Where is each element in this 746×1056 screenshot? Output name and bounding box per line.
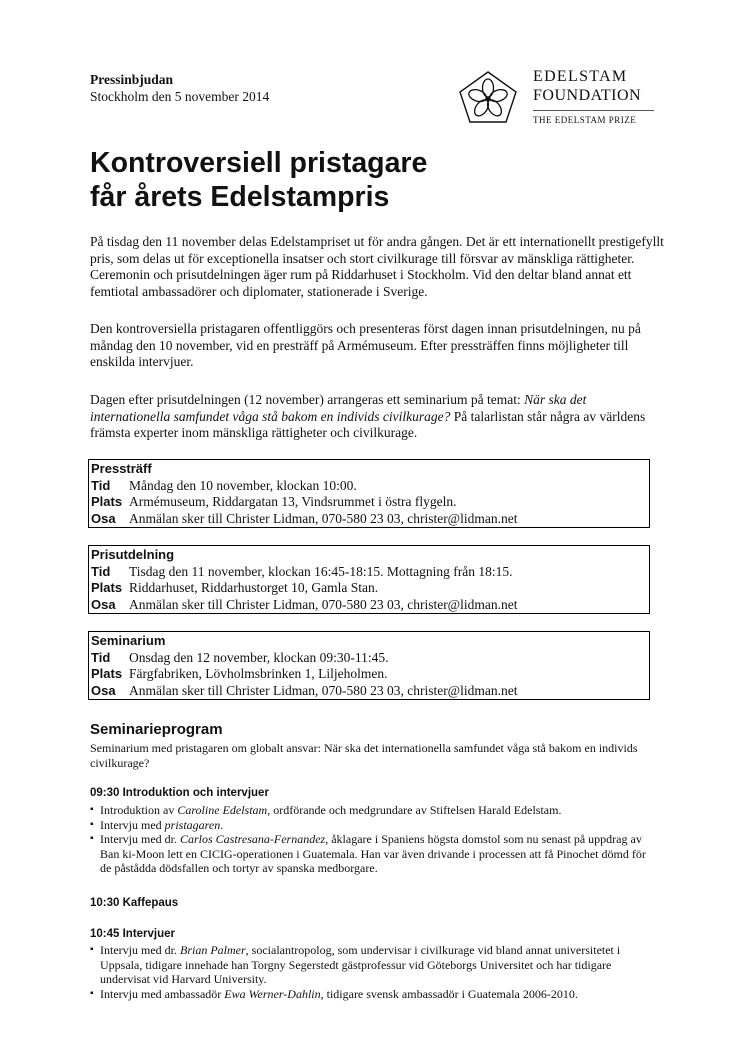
- list-item: [90, 803, 660, 818]
- event-title: Seminarium: [91, 633, 166, 648]
- event-place-label: Plats: [91, 494, 123, 509]
- speaker-name: Carlos Castresana-Fernandez: [179, 832, 326, 846]
- event-box-prisutdelning: [88, 545, 650, 614]
- paragraph-seminar: [90, 392, 665, 442]
- event-rsvp: Anmälan sker till Christer Lidman, 070-580 23 03, christer@lidman.net: [129, 510, 518, 526]
- paragraph-seminar-text-b: På talarlistan står några av världens främsta experter inom mänskliga rättigheter och civilkurage.: [90, 408, 646, 440]
- event-time: Onsdag den 12 november, klockan 09:30-11:45.: [129, 649, 389, 665]
- paragraph-seminar-theme: När ska det internationella samfundet våga stå bakom en individs civilkurage?: [90, 392, 587, 424]
- org-divider: [533, 110, 654, 111]
- list-item: [90, 987, 660, 1002]
- event-place: Färgfabriken, Lövholmsbrinken 1, Liljeholmen.: [129, 666, 388, 681]
- org-name-line1: EDELSTAM: [533, 68, 628, 85]
- event-rsvp-label: Osa: [91, 682, 116, 698]
- event-title: Pressträff: [91, 461, 152, 476]
- event-place-label: Plats: [91, 580, 123, 595]
- event-time: Tisdag den 11 november, klockan 16:45-18:15. Mottagning från 18:15.: [129, 563, 513, 579]
- list-item-text: Intervju med dr.: [100, 943, 180, 957]
- list-item-text: .: [220, 817, 224, 832]
- event-time-label: Tid: [91, 477, 111, 493]
- list-item-text: Intervju med dr.: [100, 832, 180, 846]
- paragraph-press: Den kontroversiella pristagaren offentliggörs och presenteras först dagen innan prisutdelningen, nu på måndag den 10 november, vid en presträff på Armémuseum. Efter pressträffen finns möjligheter till enskilda intervjuer.: [90, 321, 641, 369]
- place-date: Stockholm den 5 november 2014: [90, 89, 270, 104]
- title-line-1: Kontroversiell pristagare: [90, 147, 428, 179]
- speaker-name: Brian Palmer: [179, 943, 246, 957]
- session-interviews-list: [90, 943, 660, 1001]
- event-place: Riddarhuset, Riddarhustorget 10, Gamla Stan.: [129, 580, 379, 595]
- org-name-line2: FOUNDATION: [533, 87, 642, 104]
- session-heading-interviews: 10:45 Intervjuer: [90, 928, 176, 940]
- page-title: [90, 146, 650, 214]
- event-time-row: [91, 564, 647, 581]
- list-item-text: Intervju med: [100, 817, 165, 832]
- session-heading-intro: 09:30 Introduktion och intervjuer: [90, 787, 269, 799]
- list-item: [90, 943, 660, 987]
- paragraph-seminar-text-a: Dagen efter prisutdelningen (12 november) arrangeras ett seminarium på temat:: [90, 392, 525, 407]
- session-intro-list: [90, 803, 660, 876]
- event-rsvp-row: [91, 683, 647, 700]
- event-place-row: [91, 580, 647, 597]
- event-time-label: Tid: [91, 649, 111, 665]
- speaker-name: pristagaren: [164, 817, 221, 832]
- speaker-name: Caroline Edelstam: [177, 803, 268, 817]
- title-line-2: får årets Edelstampris: [90, 181, 390, 213]
- event-place: Armémuseum, Riddargatan 13, Vindsrummet i östra flygeln.: [129, 494, 457, 509]
- event-rsvp-row: [91, 511, 647, 528]
- event-time-row: [91, 650, 647, 667]
- list-item-text: , tidigare svensk ambassadör i Guatemala 2006-2010.: [320, 986, 578, 1001]
- speaker-name: Ewa Werner-Dahlin: [224, 986, 321, 1001]
- event-place-row: [91, 494, 647, 511]
- list-item-text: Intervju med ambassadör: [100, 986, 225, 1001]
- event-rsvp-label: Osa: [91, 596, 116, 612]
- event-rsvp-row: [91, 597, 647, 614]
- session-heading-coffee: 10:30 Kaffepaus: [90, 897, 179, 909]
- event-place-row: [91, 666, 647, 683]
- event-title: Prisutdelning: [91, 547, 175, 562]
- event-rsvp-label: Osa: [91, 510, 116, 526]
- event-rsvp: Anmälan sker till Christer Lidman, 070-580 23 03, christer@lidman.net: [129, 596, 518, 612]
- event-box-presstraff: [88, 459, 650, 528]
- list-item: [90, 832, 660, 876]
- org-prize-name: THE EDELSTAM PRIZE: [533, 115, 637, 125]
- event-time: Måndag den 10 november, klockan 10:00.: [129, 477, 357, 493]
- event-time-row: [91, 478, 647, 495]
- event-time-label: Tid: [91, 563, 111, 579]
- program-heading: Seminarieprogram: [90, 721, 223, 738]
- list-item-text: , ordförande och medgrundare av Stiftelsen Harald Edelstam.: [267, 803, 562, 817]
- list-item-text: , åklagare i Spaniens högsta domstol som nu senast på uppdrag av Ban ki-Moon lett en CICIG-operationen i Guatemala. Han var även drivande i processen att få Pinochet dömd för de påstådda dödsfallen och tortyr av spanska medborgare.: [100, 832, 646, 875]
- document-type: Pressinbjudan: [90, 72, 174, 87]
- edelstam-flower-logo-icon: [456, 70, 520, 124]
- event-rsvp: Anmälan sker till Christer Lidman, 070-580 23 03, christer@lidman.net: [129, 682, 518, 698]
- list-item-text: , socialantropolog, som undervisar i civilkurage vid bland annat universitetet i Uppsala, tidigare innehade han Torgny Segerstedt gästprofessur vid Göteborgs Universitet och har tidigare undervisat vid Harvard University.: [100, 943, 621, 986]
- paragraph-intro: På tisdag den 11 november delas Edelstampriset ut för andra gången. Det är ett internationellt prestigefyllt pris, som delas ut för exceptionella insatser och stort civilkurage till försvar av mänskliga rättigheter. Ceremonin och prisutdelningen äger rum på Riddarhuset i Stockholm. Vid den deltar bland annat ett femtiotal ambassadörer och diplomater, stationerade i Sverige.: [90, 234, 664, 299]
- list-item: [90, 818, 660, 833]
- event-place-label: Plats: [91, 666, 123, 681]
- event-box-seminarium: [88, 631, 650, 700]
- list-item-text: Introduktion av: [100, 803, 178, 817]
- program-intro: Seminarium med pristagaren om globalt ansvar: När ska det internationella samfundet våga stå bakom en individs civilkurage?: [90, 741, 638, 770]
